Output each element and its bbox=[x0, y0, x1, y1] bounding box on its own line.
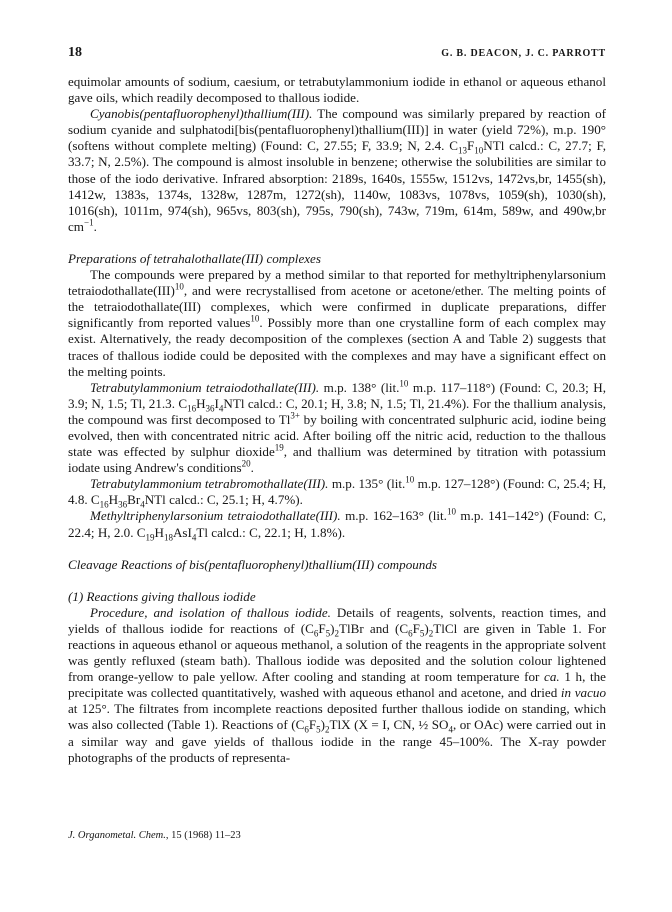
paragraph-procedure bbox=[68, 605, 606, 766]
paragraph-methyltriphenylarsonium bbox=[68, 507, 606, 543]
subscript: 2 bbox=[334, 628, 340, 639]
text: . Possibly more than one crystalline form of each complex may exist. Alternatively, the ready decomposition of the complexes (section A and Table 2) suggests that traces of thallous iodide could be deposited with the complexes and may have a significant effect on the melting points. bbox=[68, 315, 606, 379]
journal-name: J. Organometal. Chem. bbox=[68, 830, 166, 841]
subscript: 36 bbox=[205, 403, 215, 414]
paragraph-tetrabromothallate bbox=[68, 476, 606, 508]
text: NTl calcd.: C, 25.1; H, 4.7%). bbox=[144, 492, 303, 508]
text: The compound was similarly prepared by reaction of sodium cyanide and sulphatodi[bis(pentafluorophenyl)thallium(III)] in water (yield 72%), m.p. 190° (softens without complete melting) (Found: C, 27.55; F, 33.9; N, 2.4. C bbox=[68, 106, 606, 154]
subscript: 36 bbox=[118, 499, 128, 510]
paragraph-cyano bbox=[68, 106, 606, 235]
text: The compounds were prepared by a method similar to that reported for methyltriphenylarsonium tetraiodothallate(III) bbox=[68, 267, 606, 299]
text: , and were recrystallised from acetone or acetone/ether. The melting points of the tetraiodothallate(III) complexes, which were confirmed in duplicate preparations, differ significantly from reported values bbox=[68, 283, 606, 331]
reference: 10 bbox=[405, 474, 415, 485]
subscript: 2 bbox=[325, 725, 330, 736]
subscript: 4 bbox=[191, 532, 197, 543]
italic-text: in vacuo bbox=[560, 685, 606, 701]
journal-citation: , 15 (1968) 11–23 bbox=[165, 830, 241, 841]
italic-text: ca. bbox=[544, 669, 560, 685]
text: TlBr and (C bbox=[339, 620, 409, 636]
subscript: 4 bbox=[448, 725, 453, 736]
subscript: 4 bbox=[140, 499, 145, 510]
text: F bbox=[308, 717, 317, 733]
compound-title: Tetrabutylammonium tetraiodothallate(III). bbox=[90, 379, 320, 395]
text: NTl calcd.: C, 20.1; H, 3.8; N, 1.5; Tl, 21.4%). For the thallium analysis, the compound was first decomposed to Tl bbox=[68, 395, 606, 427]
subscript: 4 bbox=[218, 403, 224, 414]
reference: 19 bbox=[274, 442, 284, 453]
page-number: 18 bbox=[68, 45, 82, 60]
text: ) bbox=[330, 620, 335, 636]
reference: 20 bbox=[241, 458, 251, 469]
text: , or OAc) were carried out in a similar way and gave yields of thallous iodide in the range 45–100%. The X-ray powder photographs of the products of representa- bbox=[68, 717, 606, 765]
subscript: 19 bbox=[145, 532, 155, 543]
reference: 10 bbox=[250, 313, 260, 324]
text: m.p. 117–118°) (Found: C, 20.3; H, 3.9; N, 1.5; Tl, 21.3. C bbox=[68, 379, 606, 411]
text: TlX (X = I, CN, ½ SO bbox=[329, 717, 449, 733]
text: m.p. 138° (lit. bbox=[319, 379, 400, 395]
text: H bbox=[154, 524, 164, 540]
subscript: 16 bbox=[187, 403, 197, 414]
journal-footer bbox=[68, 828, 241, 844]
subsection-heading: (1) Reactions giving thallous iodide bbox=[68, 588, 256, 604]
subscript: 16 bbox=[99, 499, 109, 510]
text: Br bbox=[127, 492, 141, 508]
text: H bbox=[108, 492, 119, 508]
text: 1 h, the precipitate was collected quantitatively, washed with aqueous ethanol and acetone, and dried bbox=[68, 669, 606, 701]
subscript: 13 bbox=[457, 145, 467, 156]
superscript: 3+ bbox=[290, 410, 300, 421]
subscript: 2 bbox=[428, 628, 434, 639]
text: TlCl are given in Table 1. For reactions in aqueous ethanol or aqueous methanol, a solution of the reagents in the appropriate solvent was gently refluxed (steam bath). Thallous iodide was deposited and the solution colour lightened from orange-yellow to pale yellow. After cooling and standing at room temperature for bbox=[68, 620, 606, 685]
subscript: 5 bbox=[316, 725, 321, 736]
text: by boiling with concentrated sulphuric acid, iodine being evolved, then with concentrated nitric acid. After boiling off the nitric acid, reduction to the thallous state was effected by sulphur dioxide bbox=[68, 411, 606, 460]
text: at 125°. The filtrates from incomplete reactions deposited further thallous iodide on standing, which was also collected (Table 1). Reactions of (C bbox=[68, 701, 606, 733]
text: m.p. 162–163° (lit. bbox=[340, 508, 447, 524]
text: m.p. 141–142°) (Found: C, 22.4; H, 2.0. C bbox=[68, 508, 606, 540]
paragraph-preparations bbox=[68, 267, 606, 380]
spacer bbox=[68, 573, 606, 589]
compound-title: Methyltriphenylarsonium tetraiodothallate(III). bbox=[90, 508, 341, 524]
compound-title: Tetrabutylammonium tetrabromothallate(III). bbox=[90, 476, 329, 492]
reference: 10 bbox=[446, 507, 456, 518]
text: F bbox=[412, 620, 420, 636]
subscript: 5 bbox=[419, 628, 425, 639]
text: equimolar amounts of sodium, caesium, or tetrabutylammonium iodide in ethanol or aqueous ethanol gave oils, which readily decomposed to thallous iodide. bbox=[68, 74, 606, 106]
text: . bbox=[93, 218, 97, 234]
text: F bbox=[318, 620, 326, 636]
paragraph-continuation bbox=[68, 74, 606, 106]
section-heading-preparations: Preparations of tetrahalothallate(III) complexes bbox=[68, 250, 321, 266]
spacer bbox=[68, 541, 606, 557]
text: Tl calcd.: C, 22.1; H, 1.8%). bbox=[196, 524, 346, 540]
subscript: 10 bbox=[474, 145, 484, 156]
text: Details of reagents, solvents, reaction times, and yields of thallous iodide for reactions of (C bbox=[68, 604, 606, 636]
reference: 10 bbox=[174, 281, 184, 292]
text: NTl calcd.: C, 27.7; F, 33.7; N, 2.5%). The compound is almost insoluble in benzene; otherwise the solubilities are similar to those of the iodo derivative. Infrared absorption: 2189s, 1640s, 1555w, 1512vs, 1472vs,br, 1455(sh), 1412w, 1383s, 1374s, 1328w, 1287m, 1272(sh), 1140w, 1083vs, 1078vs, 1059(sh), 1030(sh), 1016(sh), 1011m, 974(sh), 965vs, 803(sh), 795s, 790(sh), 743w, 719m, 614m, 589w, and 490w,br cm bbox=[68, 138, 606, 234]
text: ) bbox=[424, 620, 429, 636]
text: , and thallium was determined by titration with potassium iodate using Andrew's conditions bbox=[68, 444, 606, 476]
spacer bbox=[68, 235, 606, 251]
text: . bbox=[250, 460, 254, 476]
text: m.p. 127–128°) (Found: C, 25.4; H, 4.8. C bbox=[68, 476, 606, 508]
compound-title: Cyanobis(pentafluorophenyl)thallium(III). bbox=[90, 106, 313, 122]
subscript: 6 bbox=[313, 628, 319, 639]
procedure-title: Procedure, and isolation of thallous iodide. bbox=[90, 604, 331, 620]
reference: 10 bbox=[399, 378, 409, 389]
text: F bbox=[466, 138, 475, 154]
section-heading-cleavage: Cleavage Reactions of bis(pentafluorophenyl)thallium(III) compounds bbox=[68, 556, 437, 572]
subscript: 18 bbox=[163, 532, 173, 543]
text: H bbox=[196, 395, 206, 411]
superscript: −1 bbox=[84, 217, 94, 228]
text: AsI bbox=[172, 524, 192, 540]
subscript: 5 bbox=[325, 628, 331, 639]
running-header bbox=[68, 45, 606, 61]
text: ) bbox=[320, 717, 325, 733]
text: I bbox=[214, 395, 219, 411]
paragraph-tetraiodothallate bbox=[68, 380, 606, 477]
text: m.p. 135° (lit. bbox=[328, 476, 406, 492]
subscript: 6 bbox=[408, 628, 413, 639]
article-body bbox=[68, 74, 606, 766]
subscript: 6 bbox=[304, 725, 309, 736]
running-authors: G. B. DEACON, J. C. PARROTT bbox=[441, 48, 606, 59]
